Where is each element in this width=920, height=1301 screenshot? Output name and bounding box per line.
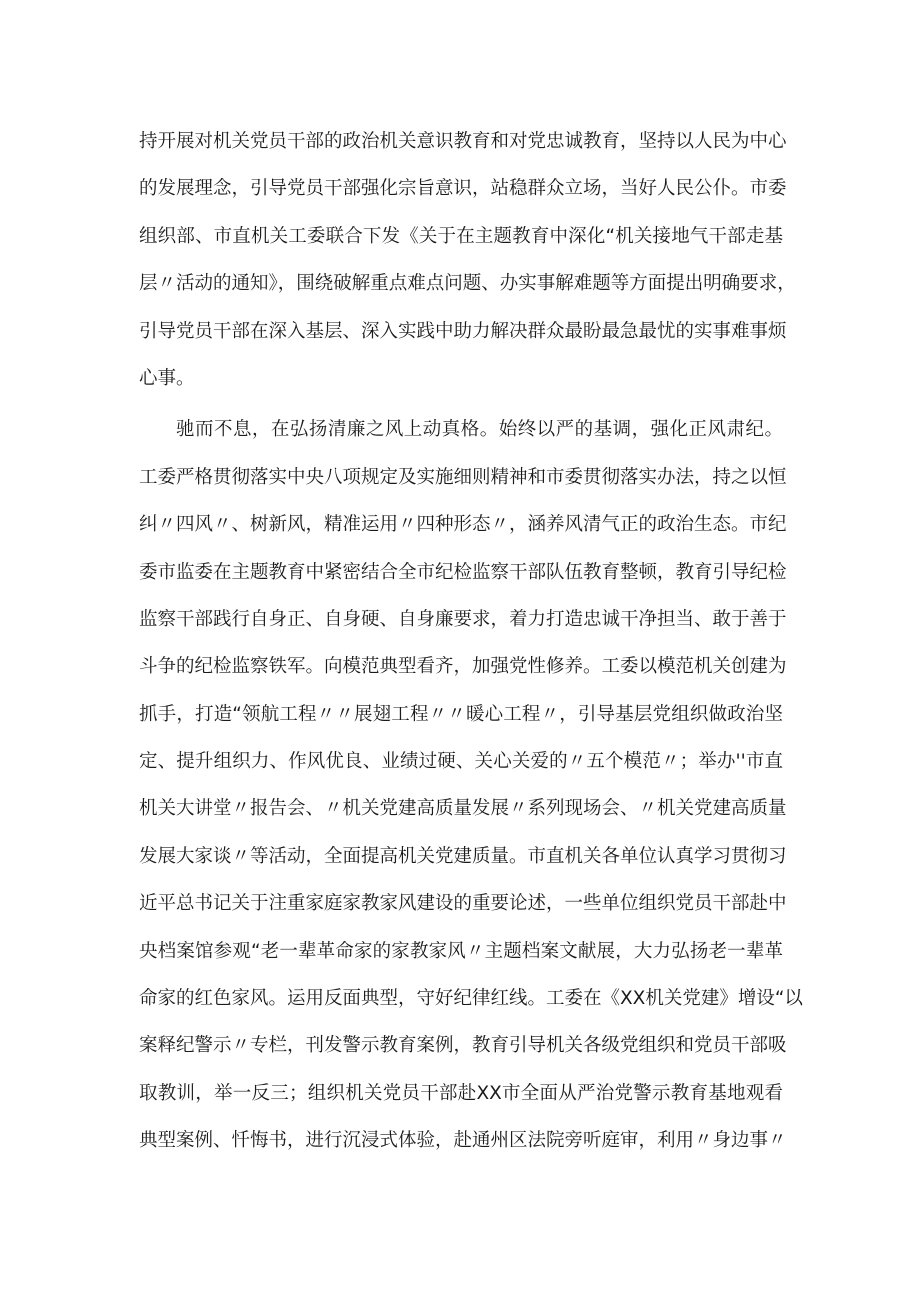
paragraph-1 (139, 118, 796, 402)
text-line: 持开展对机关党员干部的政治机关意识教育和对党忠诚教育，坚持以人民为中心 (139, 131, 787, 152)
text-line: 组织部、市直机关工委联合下发《关于在主题教育中深化“机关接地气干部走基 (139, 225, 783, 247)
text-line: 工委严格贯彻落实中央八项规定及实施细则精神和市委贯彻落实办法，持之以恒 (139, 466, 787, 488)
text-line: 取教训，举一反三；组织机关党员干部赴XX市全面从严治党警示教育基地观看 (139, 1082, 783, 1104)
text-line: 定、提升组织力、作风优良、业绩过硬、关心关爱的〃五个模范〃；举办''市直 (139, 751, 783, 773)
paragraph-2 (139, 406, 803, 1164)
text-line: 近平总书记关于注重家庭家教家风建设的重要论述，一些单位组织党员干部赴中 (139, 893, 787, 915)
document-body (139, 118, 803, 1165)
text-line: 央档案馆参观“老一辈革命家的家教家风〃主题档案文献展，大力弘扬老一辈革 (139, 940, 783, 962)
text-line: 命家的红色家风。运用反面典型，守好纪律红线。工委在《XX机关党建》增设“以 (139, 988, 803, 1010)
text-line: 案释纪警示〃专栏，刊发警示教育案例，教育引导机关各级党组织和党员干部吸 (139, 1035, 787, 1057)
text-line: 驰而不息，在弘扬清廉之风上动真格。始终以严的基调，强化正风肃纪。 (176, 419, 783, 441)
text-line: 层〃活动的通知》，围绕破解重点难点问题、办实事解难题等方面提出明确要求， (139, 273, 796, 295)
text-line: 纠〃四风〃、树新风，精准运用〃四种形态〃，涵养风清气正的政治生态。市纪 (139, 514, 787, 536)
text-line: 委市监委在主题教育中紧密结合全市纪检监察干部队伍教育整顿，教育引导纪检 (139, 561, 787, 583)
text-line: 机关大讲堂〃报告会、〃机关党建高质量发展〃系列现场会、〃机关党建高质量 (139, 798, 787, 820)
text-line: 斗争的纪检监察铁军。向模范典型看齐，加强党性修养。工委以模范机关创建为 (139, 656, 787, 678)
text-line: 的发展理念，引导党员干部强化宗旨意识，站稳群众立场，当好人民公仆。市委 (139, 178, 787, 200)
text-line: 心事。 (139, 367, 195, 389)
text-line: 监察干部践行自身正、自身硬、自身廉要求，着力打造忠诚干净担当、敢于善于 (139, 608, 787, 630)
text-line: 引导党员干部在深入基层、深入实践中助力解决群众最盼最急最忧的实事难事烦 (139, 320, 787, 342)
text-line: 抓手，打造“领航工程〃〃展翅工程〃〃暖心工程〃，引导基层党组织做政治坚 (139, 703, 783, 725)
text-line: 典型案例、忏悔书，进行沉浸式体验，赴通州区法院旁听庭审，利用〃身边事〃 (139, 1130, 787, 1152)
text-line: 发展大家谈〃等活动，全面提高机关党建质量。市直机关各单位认真学习贯彻习 (139, 845, 787, 867)
